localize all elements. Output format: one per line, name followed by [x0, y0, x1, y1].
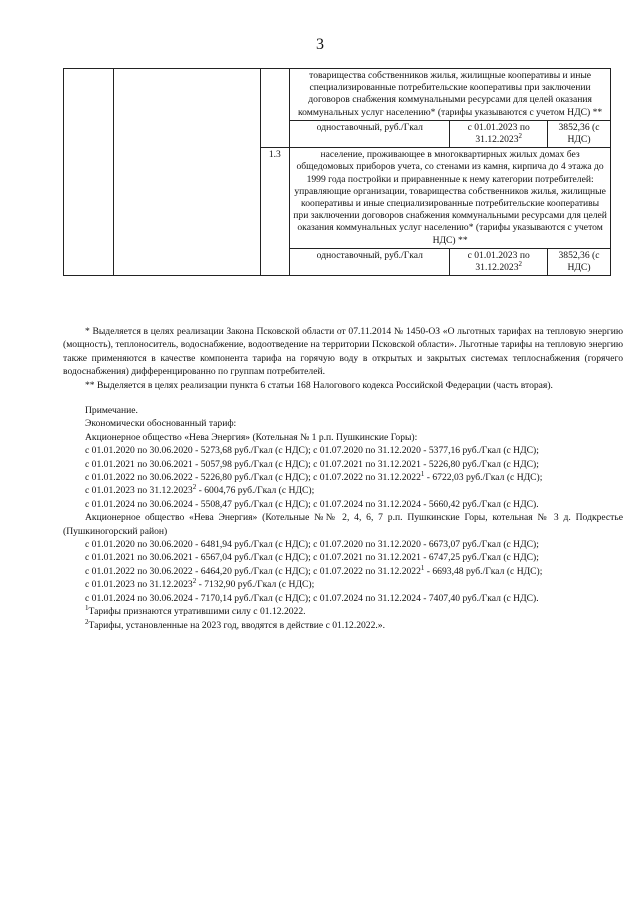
consumer-group-description: товарищества собственников жилья, жилищные кооперативы и иные специализированные потребительские кооперативы при заключении договоров снабжения коммунальными ресурсами для целей оказания коммунальных услуг населению* (тарифы указываются с учетом НДС) **	[290, 69, 611, 121]
org-title: Акционерное общество «Нева Энергия» (Котельная № 1 р.п. Пушкинские Горы):	[85, 431, 418, 443]
tariff-line: с 01.01.2020 по 30.06.2020 - 6481,94 руб./Гкал (с НДС); с 01.07.2020 по 31.12.2020 - 6673,07 руб./Гкал (с НДС);	[85, 539, 539, 551]
tariff-line: с 01.01.2021 по 30.06.2021 - 5057,98 руб./Гкал (с НДС); с 01.07.2021 по 31.12.2021 - 5226,80 руб./Гкал (с НДС);	[85, 458, 539, 470]
rate-type-label: одноставочный, руб./Гкал	[290, 120, 450, 147]
tariff-line: с 01.01.2022 по 30.06.2022 - 6464,20 руб./Гкал (с НДС); с 01.07.2022 по 31.12.2022$^1$ - 6693,48 руб./Гкал (с НДС);	[85, 563, 543, 577]
tariff-line: с 01.01.2024 по 30.06.2024 - 5508,47 руб./Гкал (с НДС); с 01.07.2024 по 31.12.2024 - 5660,42 руб./Гкал (с НДС).	[85, 498, 539, 510]
row-number: 1.3	[260, 148, 290, 276]
tariff-line: с 01.01.2023 по 31.12.2023$^2$ - 6004,76 руб./Гкал (с НДС);	[85, 483, 315, 497]
remark-heading: Примечание.	[85, 405, 138, 416]
tariff-line: с 01.01.2023 по 31.12.2023$^2$ - 7132,90 руб./Гкал (с НДС);	[85, 577, 315, 591]
rate-value: 3852,36 (с НДС)	[547, 248, 610, 275]
rate-period: с 01.01.2023 по 31.12.2023$^2$	[450, 248, 548, 275]
org-title: Акционерное общество «Нева Энергия» (Котельные №№ 2, 4, 6, 7 р.п. Пушкинские Горы, котельная № 3 д. Подкрестье (Пушкиногорский район)	[63, 512, 623, 537]
footnote-mark: 1	[420, 469, 425, 478]
note-preferential: * Выделяется в целях реализации Закона Псковской области от 07.11.2014 № 1450-ОЗ «О льготных тарифах на тепловую энергию (мощность), теплоноситель, водоснабжение, водоотведение на территории Псковской области». Льготные тарифы на тепловую энергию также применяются в качестве компонента тарифа на горячую воду в открытых и закрытых системах теплоснабжения (горячего водоснабжения) дифференцированно по группам потребителей.	[63, 326, 623, 378]
table-cell-empty	[113, 69, 260, 276]
footnote-mark: 1	[85, 603, 89, 612]
tariff-line: с 01.01.2020 по 30.06.2020 - 5273,68 руб./Гкал (с НДС); с 01.07.2020 по 31.12.2020 - 5377,16 руб./Гкал (с НДС);	[85, 445, 539, 457]
remark-section	[63, 404, 623, 632]
tariff-line: с 01.01.2021 по 30.06.2021 - 6567,04 руб./Гкал (с НДС); с 01.07.2021 по 31.12.2021 - 6747,25 руб./Гкал (с НДС);	[85, 552, 539, 564]
tariff-table	[63, 68, 611, 276]
consumer-group-description: население, проживающее в многоквартирных жилых домах без общедомовых приборов учета, со стенами из камня, кирпича до 4 этажа до 1999 года постройки и приравненные к нему категории потребителей: управляющие организации, товарищества собственников жилья, жилищные кооперативы и иные специализированные потребительские кооперативы при заключении договоров снабжения коммунальными ресурсами для целей оказания коммунальных услуг населению* (тарифы указываются с учетом НДС) **	[290, 148, 611, 249]
footnote-1: $^1$Тарифы признаются утратившими силу с 01.12.2022.	[85, 603, 306, 618]
footnote-mark: 2	[518, 259, 523, 268]
remark-subheading: Экономически обоснованный тариф:	[85, 418, 237, 430]
table-cell-num	[260, 69, 290, 148]
footnote-mark: 2	[192, 483, 197, 492]
table-notes	[63, 325, 623, 392]
footnote-mark: 2	[85, 617, 89, 626]
rate-value: 3852,36 (с НДС)	[547, 120, 610, 147]
footnote-2: $^2$Тарифы, установленные на 2023 год, вводятся в действие с 01.12.2022.».	[85, 617, 385, 631]
table-row	[64, 69, 611, 121]
tariff-line: с 01.01.2024 по 30.06.2024 - 7170,14 руб./Гкал (с НДС); с 01.07.2024 по 31.12.2024 - 7407,40 руб./Гкал (с НДС).	[85, 592, 539, 604]
rate-type-label: одноставочный, руб./Гкал	[290, 248, 450, 275]
footnote-mark: 2	[518, 131, 523, 140]
note-vat: ** Выделяется в целях реализации пункта 6 статьи 168 Налогового кодекса Российской Федерации (часть вторая).	[85, 379, 553, 391]
tariff-line: с 01.01.2022 по 30.06.2022 - 5226,80 руб./Гкал (с НДС); с 01.07.2022 по 31.12.2022$^1$ - 6722,03 руб./Гкал (с НДС);	[85, 469, 543, 484]
footnote-mark: 1	[420, 563, 425, 572]
page-number: 3	[316, 36, 324, 53]
table-cell-empty	[64, 69, 114, 276]
footnote-mark: 2	[192, 577, 197, 586]
rate-period: с 01.01.2023 по 31.12.2023$^2$	[450, 120, 548, 147]
